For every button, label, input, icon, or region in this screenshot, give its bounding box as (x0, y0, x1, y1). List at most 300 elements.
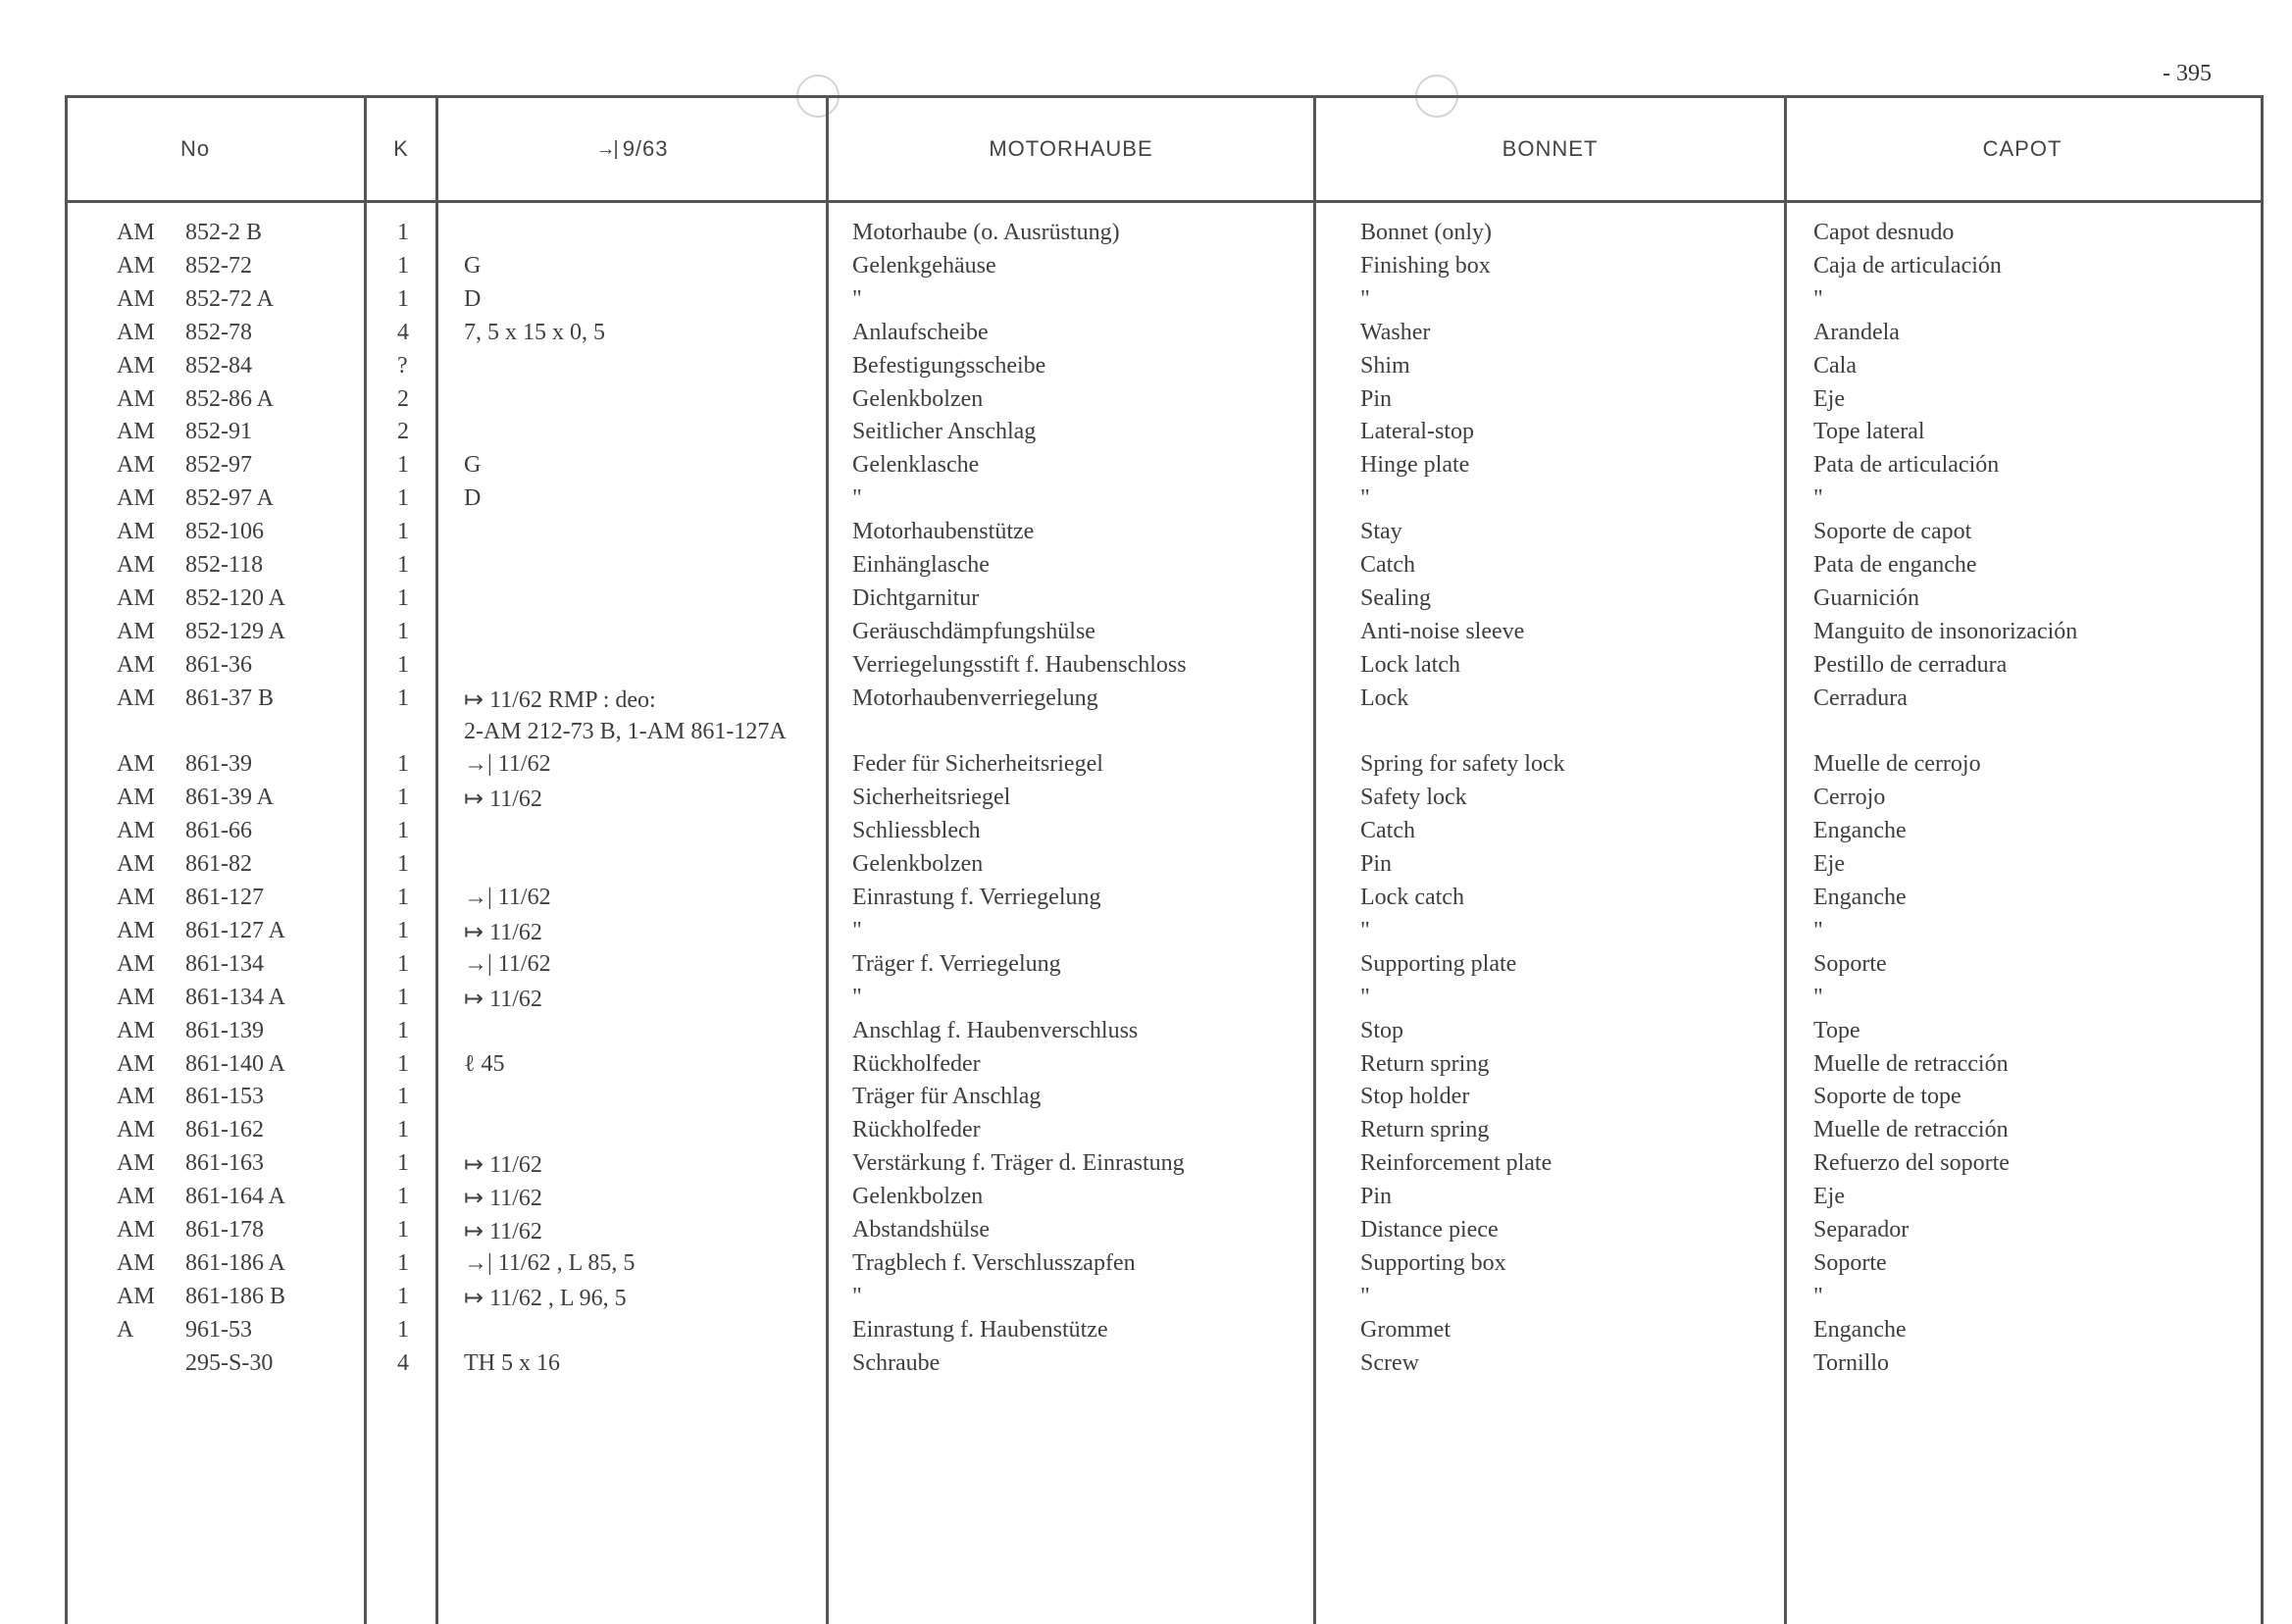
spanish-description: Muelle de retracción (1813, 1117, 2009, 1143)
quantity: 1 (397, 1117, 409, 1143)
table-row (68, 1117, 2261, 1150)
english-description: Catch (1360, 552, 1415, 578)
part-prefix: AM (117, 851, 155, 878)
english-description: Grommet (1360, 1316, 1451, 1343)
german-description: Anschlag f. Haubenverschluss (852, 1017, 1139, 1043)
quantity: 1 (397, 785, 409, 811)
table-row (68, 1284, 2261, 1317)
part-code: 861-186 B (185, 1283, 285, 1309)
table-row (68, 818, 2261, 851)
german-description: Rückholfeder (852, 1117, 981, 1143)
part-prefix: A (117, 1316, 134, 1343)
quantity: 1 (397, 851, 409, 878)
quantity: 1 (397, 917, 409, 943)
quantity: 1 (397, 950, 409, 977)
header-no-label: No (180, 136, 211, 161)
part-code: 852-120 A (185, 584, 285, 611)
part-number (117, 951, 264, 978)
quantity: 1 (397, 220, 409, 245)
part-number (117, 320, 252, 346)
spanish-description: Arandela (1813, 319, 1900, 345)
part-number (117, 1018, 264, 1044)
german-description: Anlaufscheibe (852, 319, 989, 345)
part-number (117, 1184, 285, 1210)
part-prefix: AM (117, 651, 155, 678)
part-prefix: AM (117, 319, 155, 345)
remarks: ↦ 11/62 (464, 1186, 542, 1212)
english-description: Lock catch (1360, 885, 1464, 910)
part-code: 861-140 A (185, 1050, 285, 1077)
german-description: Tragblech f. Verschlusszapfen (852, 1249, 1136, 1276)
quantity: 1 (397, 1084, 409, 1110)
part-prefix: AM (117, 1150, 155, 1177)
remarks: G (464, 252, 482, 279)
english-description: Supporting box (1360, 1249, 1506, 1276)
spanish-description: Enganche (1813, 1316, 1907, 1343)
table-row (68, 951, 2261, 985)
spanish-description: Refuerzo del soporte (1813, 1150, 2010, 1177)
english-description: Sealing (1360, 584, 1431, 611)
part-number (117, 485, 274, 512)
english-description: " (1360, 1283, 1370, 1309)
part-code: 295-S-30 (185, 1349, 274, 1376)
quantity: 2 (397, 385, 409, 412)
quantity: 1 (397, 818, 409, 844)
spanish-description: " (1813, 485, 1823, 512)
part-number (117, 419, 252, 445)
spanish-description: Capot desnudo (1813, 220, 1955, 245)
part-code: 852-86 A (185, 385, 274, 412)
remarks: G (464, 452, 482, 479)
spanish-description: Muelle de retracción (1813, 1050, 2009, 1077)
part-number (117, 1051, 285, 1078)
part-code: 852-106 (185, 519, 264, 545)
part-number (117, 452, 252, 479)
remarks: D (464, 285, 482, 312)
quantity: 1 (397, 485, 409, 512)
part-prefix: AM (117, 584, 155, 611)
part-code: 861-36 (185, 651, 252, 678)
part-number (117, 685, 274, 712)
parts-table (65, 95, 2264, 1624)
english-description: " (1360, 984, 1370, 1010)
german-description: Sicherheitsriegel (852, 785, 1011, 811)
part-prefix: AM (117, 1050, 155, 1077)
quantity: 1 (397, 552, 409, 578)
quantity: 1 (397, 285, 409, 312)
part-prefix: AM (117, 618, 155, 644)
part-code: 861-178 (185, 1217, 264, 1243)
header-spanish (1787, 98, 2258, 200)
remarks: D (464, 485, 482, 512)
quantity: 1 (397, 584, 409, 611)
english-description: Bonnet (only) (1360, 220, 1492, 245)
quantity: 1 (397, 1249, 409, 1276)
german-description: " (852, 917, 862, 943)
part-code: 861-162 (185, 1117, 264, 1143)
english-description: Catch (1360, 818, 1415, 844)
table-row (68, 652, 2261, 685)
part-prefix: AM (117, 419, 155, 445)
table-row (68, 619, 2261, 652)
remarks: ℓ 45 (464, 1050, 505, 1077)
table-row (68, 785, 2261, 818)
spanish-description: Muelle de cerrojo (1813, 751, 1981, 778)
part-prefix: AM (117, 917, 155, 943)
german-description: Motorhaubenverriegelung (852, 685, 1098, 711)
table-row (68, 985, 2261, 1018)
spanish-description: " (1813, 984, 1823, 1010)
part-prefix: AM (117, 452, 155, 479)
remarks: ↦ 11/62 (464, 919, 542, 945)
quantity: 1 (397, 452, 409, 479)
english-description: Washer (1360, 319, 1431, 345)
part-prefix: AM (117, 1217, 155, 1243)
part-number (117, 619, 285, 645)
part-number (117, 918, 285, 944)
quantity: 1 (397, 651, 409, 678)
table-row (68, 685, 2261, 719)
table-row (68, 1084, 2261, 1117)
german-description: Rückholfeder (852, 1050, 981, 1077)
english-description: " (1360, 285, 1370, 312)
part-number (117, 1217, 264, 1243)
english-description: Lock (1360, 685, 1409, 711)
english-description: Return spring (1360, 1117, 1490, 1143)
table-row (68, 552, 2261, 585)
part-prefix: AM (117, 751, 155, 778)
spanish-description: Enganche (1813, 885, 1907, 910)
spanish-description: Tope (1813, 1017, 1860, 1043)
part-code: 852-97 A (185, 485, 274, 512)
part-prefix: AM (117, 552, 155, 578)
part-number (117, 1117, 264, 1143)
german-description: Gelenkbolzen (852, 851, 984, 878)
german-description: Geräuschdämpfungshülse (852, 618, 1095, 644)
quantity: 1 (397, 751, 409, 778)
header-k (367, 98, 435, 200)
part-code: 852-78 (185, 319, 252, 345)
part-code: 861-134 (185, 950, 264, 977)
german-description: Einrastung f. Verriegelung (852, 885, 1101, 910)
table-row (68, 1150, 2261, 1184)
spanish-description: Cerrojo (1813, 785, 1886, 811)
header-english-label: BONNET (1502, 136, 1599, 161)
part-code: 861-82 (185, 851, 252, 878)
part-code: 861-66 (185, 818, 252, 844)
part-number (117, 286, 274, 313)
part-prefix: AM (117, 352, 155, 379)
part-code: 852-2 B (185, 220, 262, 245)
part-prefix: AM (117, 1283, 155, 1309)
part-number (117, 751, 252, 778)
table-row (68, 1217, 2261, 1250)
quantity: 1 (397, 1184, 409, 1210)
spanish-description: " (1813, 285, 1823, 312)
english-description: Lateral-stop (1360, 419, 1474, 445)
english-description: Shim (1360, 352, 1410, 379)
part-prefix: AM (117, 1117, 155, 1143)
table-row (68, 751, 2261, 785)
part-number (117, 1084, 264, 1110)
part-number (117, 1350, 273, 1377)
table-row (68, 320, 2261, 353)
quantity: 1 (397, 885, 409, 910)
spanish-description: Soporte (1813, 950, 1887, 977)
table-row (68, 1317, 2261, 1350)
quantity: 1 (397, 1316, 409, 1343)
table-row (68, 585, 2261, 619)
part-prefix: AM (117, 485, 155, 512)
part-prefix: AM (117, 1017, 155, 1043)
part-code: 852-72 A (185, 285, 274, 312)
english-description: Supporting plate (1360, 950, 1517, 977)
table-row (68, 253, 2261, 286)
table-row (68, 885, 2261, 918)
spanish-description: Eje (1813, 1184, 1845, 1210)
part-prefix: AM (117, 785, 155, 811)
english-description: Screw (1360, 1349, 1419, 1376)
header-no (68, 98, 364, 200)
quantity: 1 (397, 685, 409, 711)
remarks: ↦ 11/62 (464, 1219, 542, 1244)
part-number (117, 885, 264, 911)
german-description: Feder für Sicherheitsriegel (852, 751, 1103, 778)
part-number (117, 1317, 252, 1344)
german-description: Befestigungsscheibe (852, 352, 1046, 379)
part-number (117, 1150, 264, 1177)
part-code: 852-91 (185, 419, 252, 445)
english-description: " (1360, 485, 1370, 512)
german-description: Gelenkbolzen (852, 385, 984, 412)
table-row (68, 1184, 2261, 1217)
english-description: Stay (1360, 519, 1402, 545)
german-description: Verriegelungsstift f. Haubenschloss (852, 651, 1187, 678)
spanish-description: " (1813, 1283, 1823, 1309)
remarks: →| 11/62 (464, 885, 551, 910)
spanish-description: Caja de articulación (1813, 252, 2002, 279)
header-k-label: K (393, 136, 409, 161)
part-prefix: AM (117, 818, 155, 844)
quantity: 1 (397, 1017, 409, 1043)
german-description: Einhänglasche (852, 552, 990, 578)
part-code: 861-39 A (185, 785, 274, 811)
english-description: Distance piece (1360, 1217, 1499, 1243)
english-description: Anti-noise sleeve (1360, 618, 1525, 644)
table-row (68, 386, 2261, 420)
part-prefix: AM (117, 950, 155, 977)
table-row (68, 1250, 2261, 1284)
part-number (117, 851, 252, 878)
part-code: 861-153 (185, 1084, 264, 1110)
header-spanish-label: CAPOT (1982, 136, 2063, 161)
remarks: →| 11/62 (464, 950, 551, 977)
english-description: Stop holder (1360, 1084, 1470, 1110)
header-divider (68, 200, 2261, 203)
table-row (68, 485, 2261, 519)
part-code: 861-134 A (185, 984, 285, 1010)
quantity: 1 (397, 1217, 409, 1243)
table-row (68, 1018, 2261, 1051)
part-number (117, 220, 262, 246)
remarks: ↦ 11/62 (464, 787, 542, 813)
part-prefix: AM (117, 1249, 155, 1276)
part-number (117, 552, 263, 579)
quantity: 1 (397, 984, 409, 1010)
header-german (829, 98, 1313, 200)
part-number (117, 353, 252, 380)
table-row (68, 452, 2261, 485)
german-description: Gelenkgehäuse (852, 252, 996, 279)
english-description: Finishing box (1360, 252, 1491, 279)
part-prefix: AM (117, 519, 155, 545)
spanish-description: Soporte de tope (1813, 1084, 1961, 1110)
english-description: Pin (1360, 385, 1393, 412)
part-code: 861-139 (185, 1017, 264, 1043)
quantity: 1 (397, 1283, 409, 1309)
remarks: ↦ 11/62 (464, 986, 542, 1012)
quantity: 1 (397, 1050, 409, 1077)
header-english (1316, 98, 1784, 200)
part-prefix: AM (117, 285, 155, 312)
part-number (117, 652, 252, 679)
part-prefix: AM (117, 252, 155, 279)
part-number (117, 1250, 285, 1277)
german-description: Dichtgarnitur (852, 584, 980, 611)
spanish-description: Cala (1813, 352, 1857, 379)
spanish-description: Manguito de insonorización (1813, 618, 2078, 644)
part-code: 852-129 A (185, 618, 285, 644)
german-description: Gelenklasche (852, 452, 980, 479)
remarks: ↦ 11/62 (464, 1152, 542, 1179)
quantity: 1 (397, 252, 409, 279)
part-number (117, 785, 274, 811)
english-description: Reinforcement plate (1360, 1150, 1553, 1177)
table-row (68, 419, 2261, 452)
part-code: 852-84 (185, 352, 252, 379)
german-description: " (852, 1283, 862, 1309)
spanish-description: Pata de articulación (1813, 452, 2000, 479)
spanish-description: " (1813, 917, 1823, 943)
english-description: Pin (1360, 851, 1393, 878)
part-code: 861-39 (185, 751, 252, 778)
spanish-description: Guarnición (1813, 584, 1919, 611)
part-number (117, 253, 252, 279)
quantity: 1 (397, 1150, 409, 1177)
part-code: 861-186 A (185, 1249, 285, 1276)
spanish-description: Enganche (1813, 818, 1907, 844)
remarks: ↦ 11/62 RMP : deo: (464, 686, 656, 713)
english-description: Return spring (1360, 1050, 1490, 1077)
english-description: Pin (1360, 1184, 1393, 1210)
table-row (68, 286, 2261, 320)
part-prefix: AM (117, 385, 155, 412)
spanish-description: Soporte (1813, 1249, 1887, 1276)
german-description: Träger f. Verriegelung (852, 950, 1061, 977)
table-row (68, 719, 2261, 752)
german-description: Motorhaube (o. Ausrüstung) (852, 220, 1120, 245)
english-description: Safety lock (1360, 785, 1467, 811)
part-number (117, 719, 185, 745)
quantity: 1 (397, 618, 409, 644)
german-description: Träger für Anschlag (852, 1084, 1042, 1110)
german-description: Motorhaubenstütze (852, 519, 1035, 545)
part-prefix: AM (117, 1084, 155, 1110)
part-code: 852-72 (185, 252, 252, 279)
part-prefix: AM (117, 1184, 155, 1210)
header-german-label: MOTORHAUBE (989, 136, 1153, 161)
spanish-description: Eje (1813, 385, 1845, 412)
remarks: 7, 5 x 15 x 0, 5 (464, 319, 605, 345)
spanish-description: Cerradura (1813, 685, 1908, 711)
quantity: ? (397, 352, 408, 379)
german-description: Schraube (852, 1349, 941, 1376)
english-description: Lock latch (1360, 651, 1460, 678)
part-prefix: AM (117, 984, 155, 1010)
part-code: 852-97 (185, 452, 252, 479)
remarks: →| 11/62 , L 85, 5 (464, 1249, 636, 1276)
english-description: Stop (1360, 1017, 1404, 1043)
remarks: 2-AM 212-73 B, 1-AM 861-127A (464, 718, 787, 744)
german-description: Einrastung f. Haubenstütze (852, 1316, 1108, 1343)
part-prefix: AM (117, 220, 155, 245)
part-code: 861-37 B (185, 685, 274, 711)
spanish-description: Tornillo (1813, 1349, 1889, 1376)
part-prefix: AM (117, 885, 155, 910)
german-description: " (852, 485, 862, 512)
part-code: 861-163 (185, 1150, 264, 1177)
spanish-description: Pata de enganche (1813, 552, 1977, 578)
spanish-description: Soporte de capot (1813, 519, 1972, 545)
header-remarks-label: 9/63 (622, 136, 669, 161)
part-number (117, 519, 264, 545)
quantity: 4 (397, 319, 409, 345)
german-description: Abstandshülse (852, 1217, 990, 1243)
remarks: ↦ 11/62 , L 96, 5 (464, 1285, 627, 1311)
part-code: 861-127 A (185, 917, 285, 943)
part-prefix: AM (117, 685, 155, 711)
arrow-to-bar-icon: →| (595, 137, 617, 160)
german-description: " (852, 285, 862, 312)
german-description: Gelenkbolzen (852, 1184, 984, 1210)
english-description: Spring for safety lock (1360, 751, 1565, 778)
german-description: Seitlicher Anschlag (852, 419, 1037, 445)
english-description: Hinge plate (1360, 452, 1470, 479)
quantity: 1 (397, 519, 409, 545)
table-row (68, 1350, 2261, 1384)
table-row (68, 220, 2261, 253)
part-number (117, 585, 285, 612)
spanish-description: Separador (1813, 1217, 1910, 1243)
table-row (68, 519, 2261, 552)
part-code: 861-164 A (185, 1184, 285, 1210)
english-description: " (1360, 917, 1370, 943)
spanish-description: Tope lateral (1813, 419, 1925, 445)
german-description: Verstärkung f. Träger d. Einrastung (852, 1150, 1185, 1177)
header-remarks (438, 98, 826, 200)
spanish-description: Pestillo de cerradura (1813, 651, 2008, 678)
part-number (117, 386, 274, 413)
spanish-description: Eje (1813, 851, 1845, 878)
part-number (117, 1284, 285, 1310)
table-row (68, 353, 2261, 386)
page-number: - 395 (2163, 61, 2212, 86)
table-row (68, 851, 2261, 885)
german-description: " (852, 984, 862, 1010)
quantity: 4 (397, 1349, 409, 1376)
remarks: TH 5 x 16 (464, 1349, 560, 1376)
remarks: →| 11/62 (464, 751, 551, 778)
